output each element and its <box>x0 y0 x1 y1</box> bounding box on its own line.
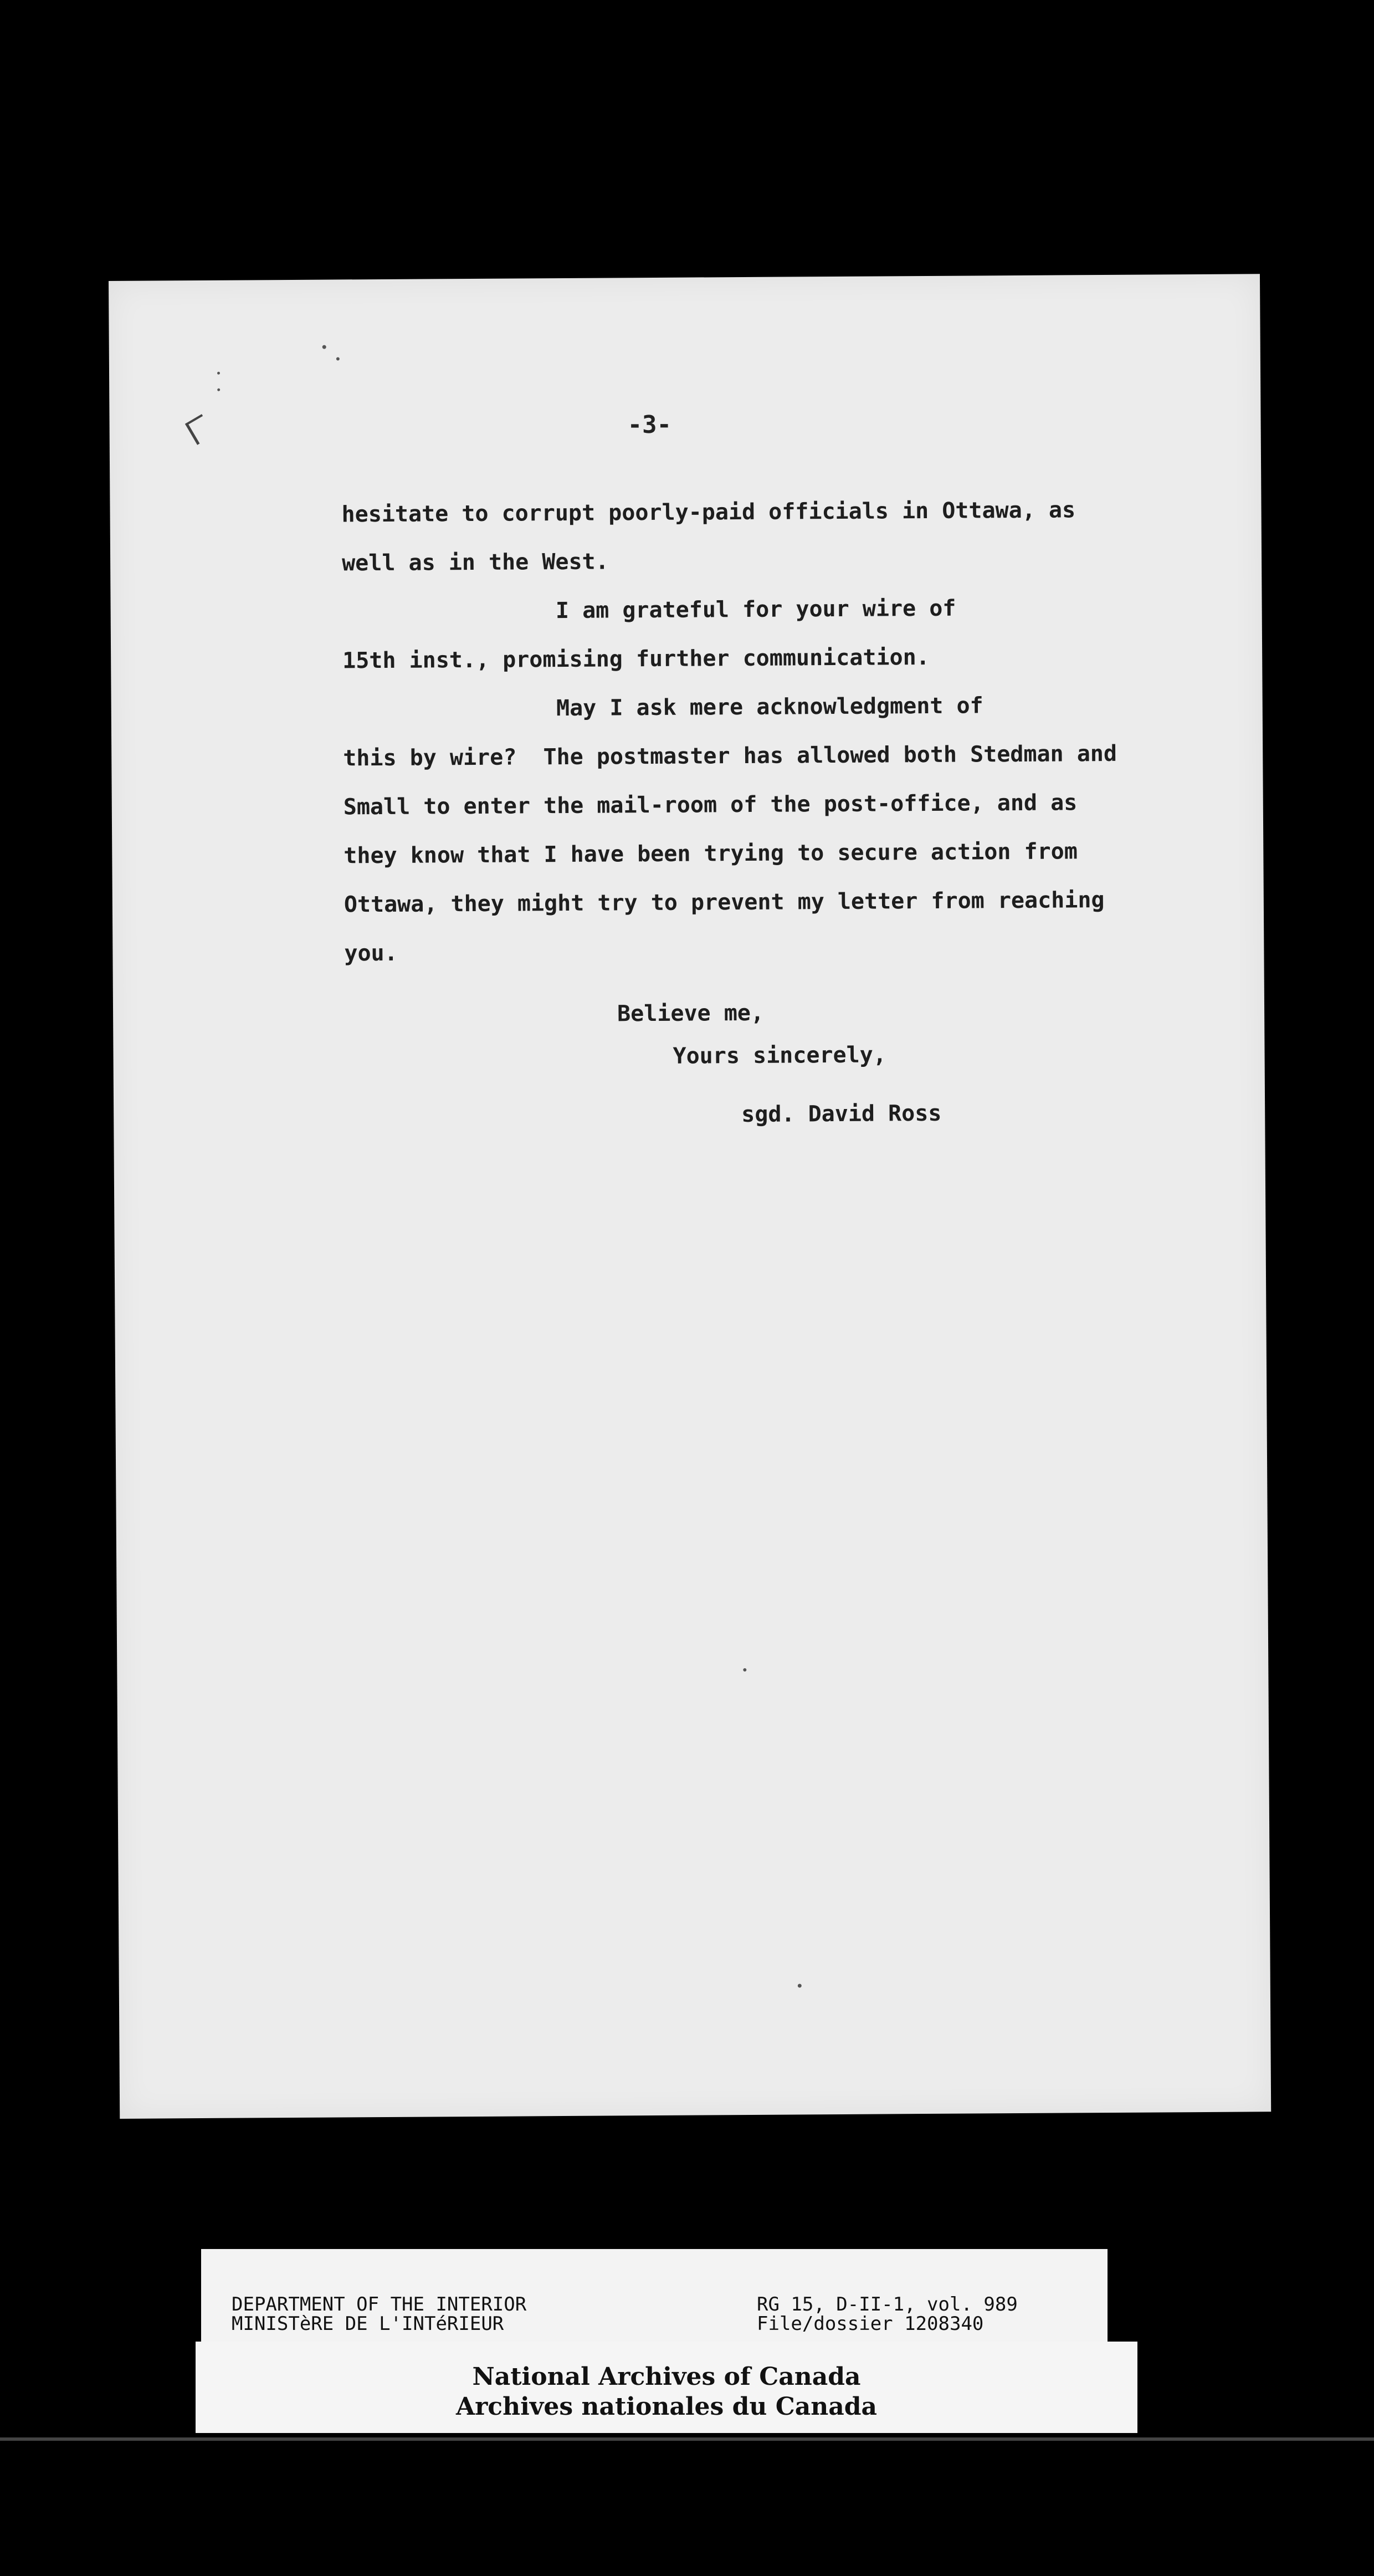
archives-name-en: National Archives of Canada <box>472 2363 861 2391</box>
bottom-divider <box>0 2437 1374 2441</box>
speck <box>322 345 326 349</box>
archives-name-fr: Archives nationales du Canada <box>455 2393 878 2421</box>
letter-line: hesitate to corrupt poorly-paid officials in Ottawa, as <box>341 497 1076 528</box>
file-number: File/dossier 1208340 <box>757 2313 984 2335</box>
pencil-mark <box>185 414 214 445</box>
speck <box>217 389 220 391</box>
letter-line: May I ask mere acknowledgment of <box>342 693 983 723</box>
closing-line: Believe me, <box>617 1000 765 1027</box>
letter-line: they know that I have been trying to secure action from <box>344 839 1078 869</box>
letter-line: you. <box>344 940 398 967</box>
record-group: RG 15, D-II-1, vol. 989 <box>757 2293 1018 2316</box>
speck <box>743 1668 746 1672</box>
letter-body <box>341 485 1175 978</box>
closing-line: Yours sincerely, <box>673 1042 887 1069</box>
department-en: DEPARTMENT OF THE INTERIOR <box>232 2293 527 2316</box>
page-number: -3- <box>627 410 672 439</box>
archive-reference-label <box>201 2249 1108 2342</box>
archives-banner <box>196 2342 1137 2433</box>
document-page <box>109 274 1271 2119</box>
letter-line: Small to enter the mail-room of the post-office, and as <box>343 790 1078 820</box>
letter-line: I am grateful for your wire of <box>342 595 956 625</box>
speck <box>336 357 340 360</box>
speck <box>798 1984 802 1987</box>
department-fr: MINISTèRE DE L'INTéRIEUR <box>232 2313 504 2335</box>
speck <box>217 372 220 375</box>
signature: sgd. David Ross <box>741 1100 942 1128</box>
letter-line: 15th inst., promising further communication. <box>342 644 930 674</box>
letter-line: well as in the West. <box>341 549 609 576</box>
letter-line: this by wire? The postmaster has allowed both Stedman and <box>343 740 1117 771</box>
letter-line: Ottawa, they might try to prevent my letter from reaching <box>344 887 1105 918</box>
